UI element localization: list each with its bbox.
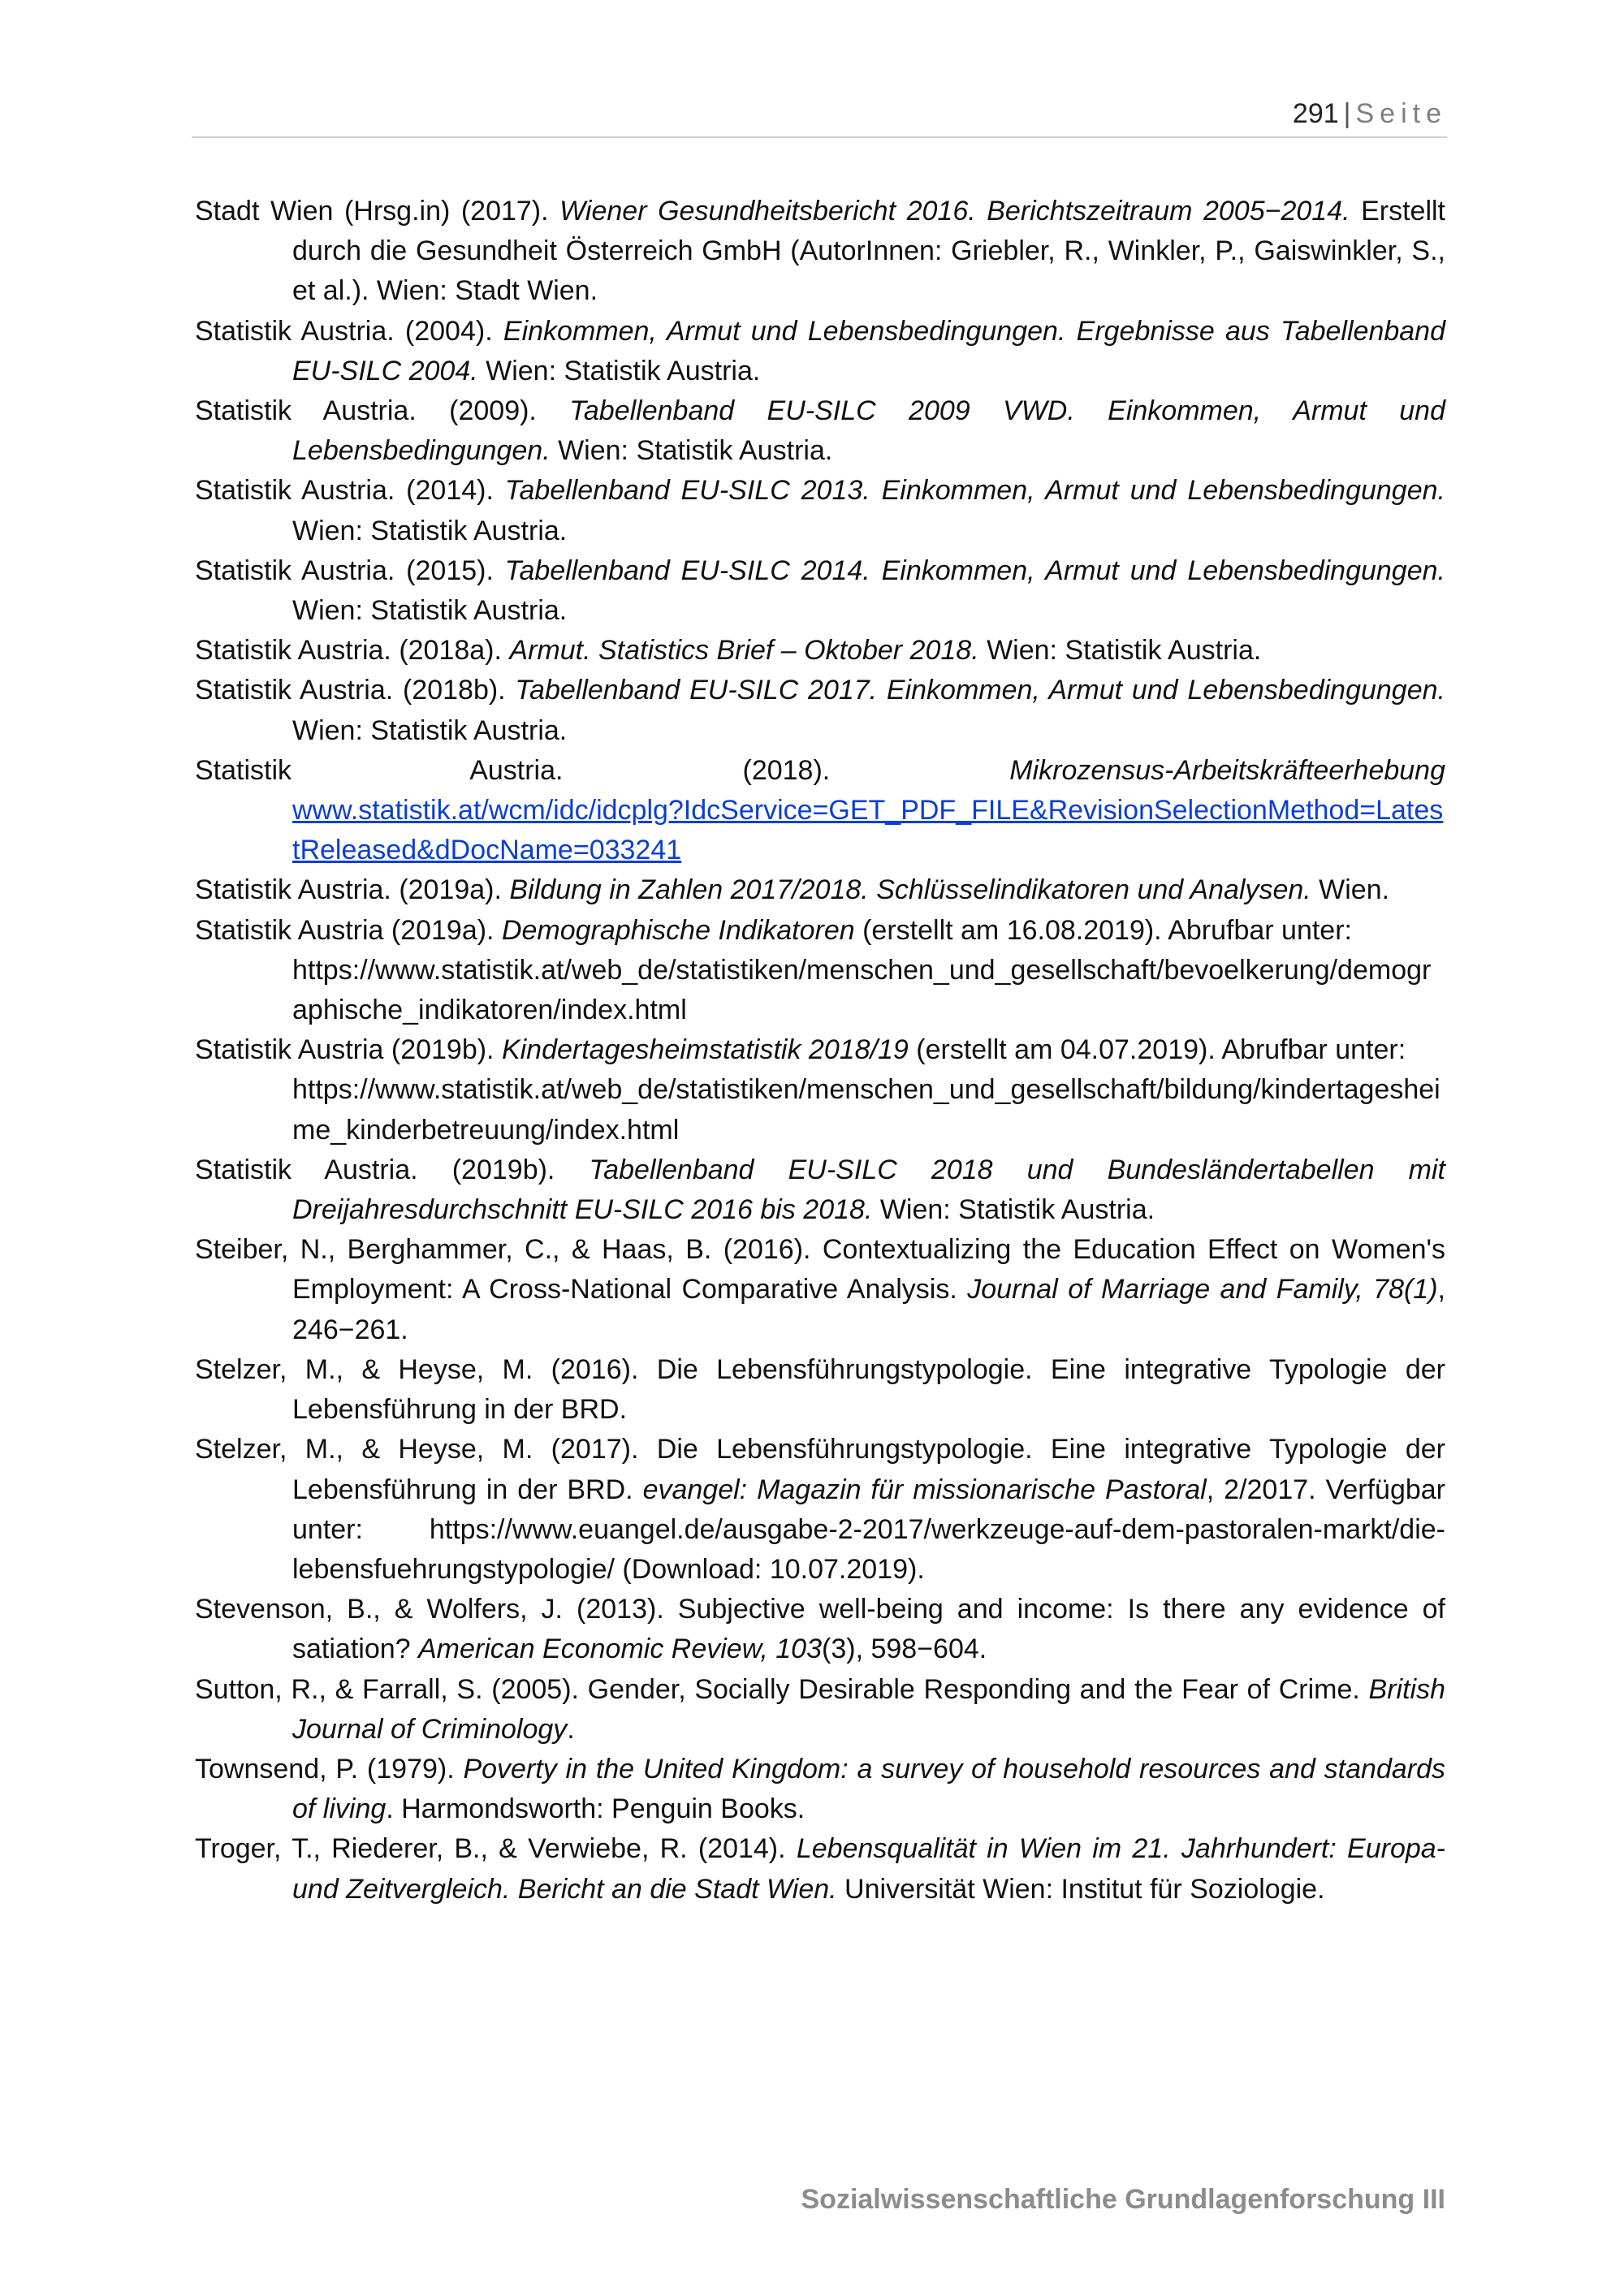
reference-text: Statistik Austria. (2009).	[195, 395, 570, 427]
reference-text: Statistik Austria. (2018).	[195, 754, 1010, 786]
reference-title: Armut. Statistics Brief – Oktober 2018.	[509, 635, 979, 667]
reference-text: Stadt Wien (Hrsg.in) (2017).	[195, 196, 560, 227]
reference-text: Wien: Statistik Austria.	[978, 635, 1262, 667]
reference-title: Mikrozensus-Arbeitskräfteerhebung	[1009, 754, 1445, 786]
reference-text: Statistik Austria. (2018b).	[195, 675, 516, 706]
page-header	[192, 91, 1447, 138]
page-word: Seite	[1355, 98, 1447, 129]
reference-entry	[195, 192, 1445, 312]
reference-entry	[195, 1230, 1445, 1350]
reference-title: Tabellenband EU-SILC 2009 VWD. Einkommen, Armut und Lebensbedingungen.	[292, 395, 1445, 467]
reference-text: Townsend, P. (1979).	[195, 1753, 464, 1785]
reference-entry	[195, 1150, 1445, 1230]
reference-title: Lebensqualität in Wien im 21. Jahrhundert: Europa- und Zeitvergleich. Bericht an die Stadt Wien.	[292, 1833, 1445, 1905]
reference-text: Statistik Austria. (2019b).	[195, 1154, 590, 1185]
reference-text: Troger, T., Riederer, B., & Verwiebe, R. (2014).	[195, 1833, 797, 1865]
reference-title: Demographische Indikatoren	[501, 914, 855, 946]
reference-text: Statistik Austria. (2004).	[195, 315, 503, 347]
reference-entry	[195, 631, 1445, 671]
reference-title: Einkommen, Armut und Lebensbedingungen. Ergebnisse aus Tabellenband EU-SILC 2004.	[292, 315, 1445, 386]
reference-entry	[195, 471, 1445, 550]
reference-text: Stelzer, M., & Heyse, M. (2017). Die Lebensführungstypologie. Eine integrative Typologie der Lebensführung in der BRD.	[195, 1434, 1445, 1505]
reference-text: Stelzer, M., & Heyse, M. (2016). Die Lebensführungstypologie. Eine integrative Typologie der Lebensführung in der BRD.	[195, 1353, 1445, 1426]
reference-entry	[195, 1590, 1445, 1669]
reference-entry	[195, 751, 1445, 871]
reference-title: evangel: Magazin für missionarische Pastoral	[642, 1474, 1207, 1505]
reference-entry	[195, 551, 1445, 631]
reference-entry	[195, 671, 1445, 750]
reference-entry	[195, 1750, 1445, 1829]
reference-url: https://www.statistik.at/web_de/statistiken/menschen_und_gesellschaft/bevoelkerung/demographische_indikatoren/index.html	[292, 954, 1432, 1026]
reference-title: Journal of Marriage and Family, 78(1)	[967, 1274, 1438, 1306]
reference-text: , 2/2017. Verfügbar unter: https://www.euangel.de/ausgabe-2-2017/werkzeuge-auf-dem-pastoralen-markt/die-lebensfuehrungstypologie/ (Download: 10.07.2019).	[292, 1474, 1446, 1585]
reference-title: Tabellenband EU-SILC 2018 und Bundesländertabellen mit Dreijahresdurchschnitt EU-SILC 2016 bis 2018.	[292, 1154, 1445, 1226]
reference-title: Tabellenband EU-SILC 2013. Einkommen, Armut und Lebensbedingungen.	[504, 475, 1445, 507]
reference-text: Statistik Austria. (2015).	[195, 555, 505, 586]
reference-text: Wien.	[1311, 874, 1390, 906]
reference-entry	[195, 1350, 1445, 1430]
reference-title: Tabellenband EU-SILC 2014. Einkommen, Armut und Lebensbedingungen.	[504, 555, 1445, 586]
reference-entry	[195, 870, 1445, 910]
reference-text: Statistik Austria. (2019a).	[195, 874, 510, 906]
reference-text: (erstellt am 16.08.2019). Abrufbar unter:	[854, 914, 1352, 946]
reference-title: Wiener Gesundheitsbericht 2016. Berichtszeitraum 2005−2014.	[559, 196, 1350, 227]
reference-title: Tabellenband EU-SILC 2017. Einkommen, Armut und Lebensbedingungen.	[515, 675, 1445, 706]
page-number: 291	[1292, 98, 1339, 129]
reference-text: . Harmondsworth: Penguin Books.	[386, 1793, 806, 1825]
reference-entry	[195, 911, 1445, 1031]
reference-list	[195, 192, 1445, 1910]
reference-text: Sutton, R., & Farrall, S. (2005). Gender, Socially Desirable Responding and the Fear of Crime.	[195, 1673, 1369, 1705]
reference-link[interactable]: www.statistik.at/wcm/idc/idcplg?IdcService=GET_PDF_FILE&RevisionSelectionMethod=LatestReleased&dDocName=033241	[292, 795, 1444, 866]
reference-text: Statistik Austria. (2014).	[195, 475, 505, 507]
reference-text: Stevenson, B., & Wolfers, J. (2013). Subjective well-being and income: Is there any evidence of satiation?	[195, 1594, 1445, 1665]
reference-title: American Economic Review, 103	[418, 1634, 823, 1665]
reference-text: Wien: Statistik Austria.	[292, 595, 568, 627]
reference-entry	[195, 1670, 1445, 1750]
header-separator: |	[1343, 98, 1351, 129]
reference-text: , 246−261.	[292, 1274, 1445, 1345]
reference-text: .	[567, 1713, 575, 1745]
reference-entry	[195, 1030, 1445, 1150]
reference-text: Wien: Statistik Austria.	[477, 355, 761, 386]
reference-title: Bildung in Zahlen 2017/2018. Schlüsselindikatoren und Analysen.	[509, 874, 1311, 906]
reference-text: Steiber, N., Berghammer, C., & Haas, B. (2016). Contextualizing the Education Effect on Women's Employment: A Cross-National Comparative Analysis.	[195, 1234, 1445, 1306]
reference-entry	[195, 312, 1445, 391]
reference-text: (3), 598−604.	[822, 1634, 987, 1665]
reference-text: Wien: Statistik Austria.	[550, 435, 833, 467]
reference-entry	[195, 391, 1445, 471]
reference-text: (erstellt am 04.07.2019). Abrufbar unter:	[908, 1034, 1406, 1066]
reference-text: Statistik Austria (2019a).	[195, 914, 502, 946]
reference-title: British Journal of Criminology	[292, 1673, 1445, 1745]
reference-entry	[195, 1430, 1445, 1590]
reference-url: https://www.statistik.at/web_de/statistiken/menschen_und_gesellschaft/bildung/kindertagesheime_kinderbetreuung/index.html	[292, 1074, 1440, 1146]
reference-entry	[195, 1829, 1445, 1909]
footer-title: Sozialwissenschaftliche Grundlagenforschung III	[801, 2184, 1445, 2215]
reference-title: Kindertagesheimstatistik 2018/19	[501, 1034, 909, 1066]
reference-text: Wien: Statistik Austria.	[872, 1194, 1155, 1226]
reference-text: Statistik Austria (2019b).	[195, 1034, 502, 1066]
reference-text: Erstellt durch die Gesundheit Österreich GmbH (AutorInnen: Griebler, R., Winkler, P., Gaiswinkler, S., et al.). Wien: Stadt Wien.	[292, 196, 1446, 307]
reference-title: Poverty in the United Kingdom: a survey of household resources and standards of living	[292, 1753, 1445, 1825]
reference-text: Universität Wien: Institut für Soziologie.	[836, 1873, 1325, 1905]
reference-text: Wien: Statistik Austria.	[292, 714, 568, 746]
reference-text: Statistik Austria. (2018a).	[195, 635, 510, 667]
reference-text: Wien: Statistik Austria.	[292, 515, 568, 546]
reference-first-line	[195, 751, 1445, 791]
